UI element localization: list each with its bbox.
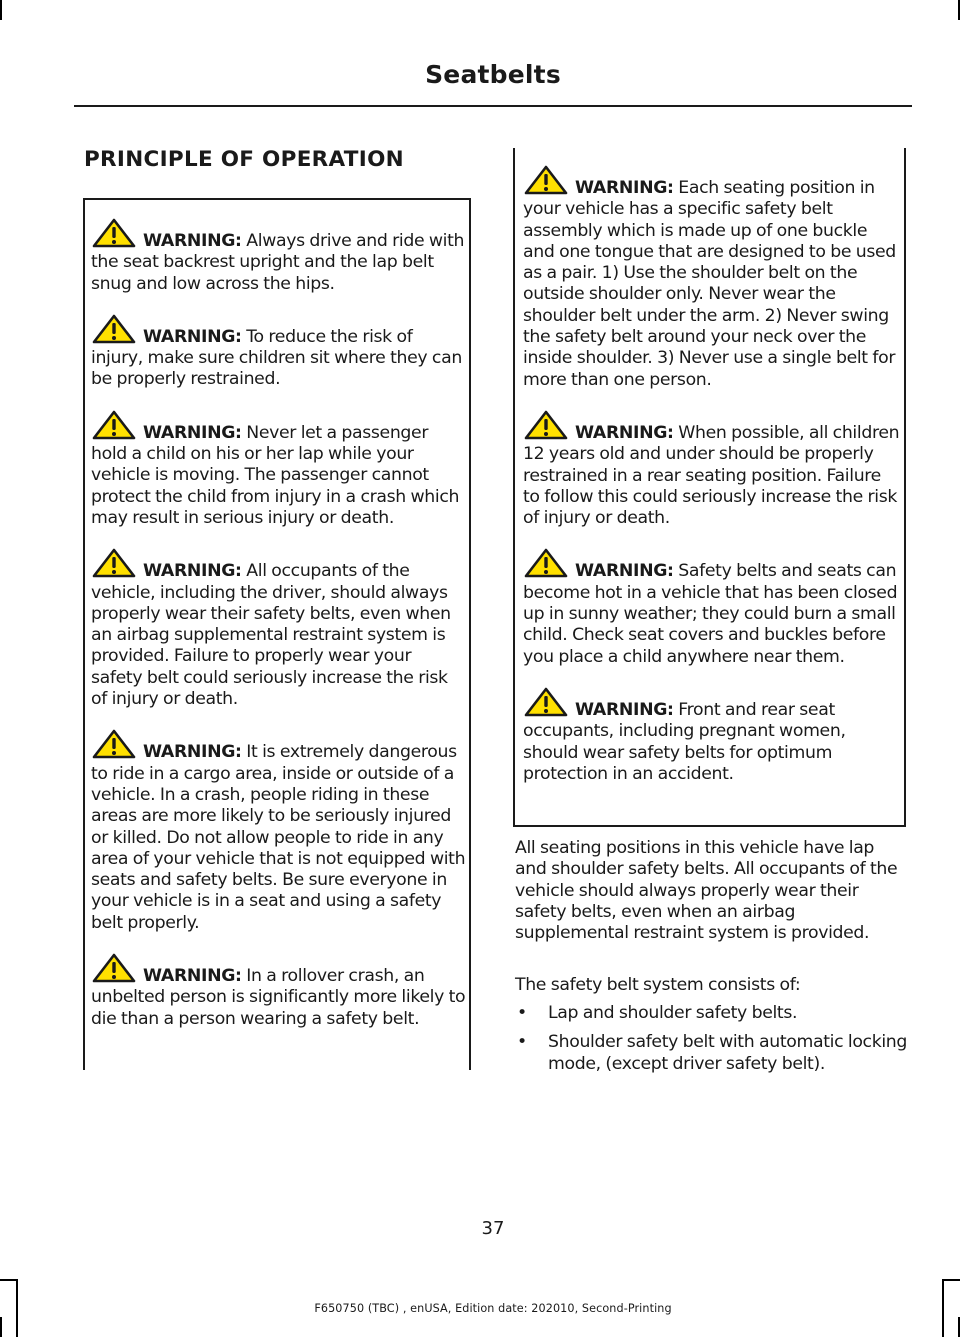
warning-item [523,687,901,785]
right-warning-list [515,148,904,785]
warning-item [91,410,466,529]
warning-triangle-icon [524,687,568,717]
warning-triangle-icon [92,729,136,759]
warning-label: WARNING: [575,561,674,582]
warning-label: WARNING: [143,966,242,987]
warning-triangle-icon [524,410,568,440]
warning-item [523,165,901,391]
warning-text: All occupants of the vehicle, including the driver, should always properly wear their safety belts, even when an airbag supplemental restraint system is provided. Failure to properly wear your safety belt could seriously increase the risk of injury or death. [91,561,451,710]
list-item-text: Shoulder safety belt with automatic locking mode, (except driver safety belt). [548,1032,908,1074]
warning-item [91,314,466,391]
belt-system-list [515,1003,910,1083]
warning-item [91,729,466,934]
crop-mark [942,1279,960,1281]
warning-text: When possible, all children 12 years old and under should be properly restrained in a rear seating position. Failure to follow this could seriously increase the risk of injury or death. [523,422,900,529]
list-item [515,1003,910,1024]
warning-label: WARNING: [575,699,674,720]
list-item-text: Lap and shoulder safety belts. [548,1003,798,1023]
warning-label: WARNING: [143,231,242,251]
warning-text: Never let a passenger hold a child on his or her lap while your vehicle is moving. The passenger cannot protect the child from injury in a crash which may result in serious injury or death. [91,422,460,528]
crop-mark [0,0,2,20]
warning-text: Each seating position in your vehicle has a specific safety belt assembly which is made up of one buckle and one tongue that are designed to be used as a pair. 1) Use the shoulder belt on the outside shoulder only. Never wear the shoulder belt under the arm. 2) Never swing the safety belt around your neck over the inside shoulder. 3) Never use a single belt for more than one person. [523,178,896,390]
warning-triangle-icon [92,218,136,248]
warning-item [91,218,466,295]
warning-item [91,953,466,1030]
section-heading: PRINCIPLE OF OPERATION [84,147,404,172]
warning-label: WARNING: [143,742,242,763]
bullet-icon: • [517,1003,527,1023]
warning-label: WARNING: [143,326,242,347]
bullet-icon: • [517,1032,527,1053]
warning-text: Always drive and ride with the seat backrest upright and the lap belt snug and low across the hips. [91,231,465,294]
warning-text: Safety belts and seats can become hot in a vehicle that has been closed up in sunny weather; they could burn a small child. Check seat covers and buckles before you place a child anywhere near them. [523,561,898,667]
warning-triangle-icon [524,548,568,578]
left-warning-box [83,198,471,1070]
page-title: Seatbelts [425,60,561,89]
system-paragraph: The safety belt system consists of: [515,975,801,995]
warning-text: In a rollover crash, an unbelted person is significantly more likely to die than a person wearing a safety belt. [91,966,466,1029]
warning-triangle-icon [92,314,136,344]
crop-mark [0,1317,2,1337]
warning-triangle-icon [524,165,568,195]
intro-paragraph: All seating positions in this vehicle have lap and shoulder safety belts. All occupants of the vehicle should always properly wear their safety belts, even when an airbag supplemental restraint system is provided. [515,838,898,944]
left-warning-list [85,200,469,1030]
warning-label: WARNING: [575,178,674,198]
right-warning-box [513,148,906,827]
warning-label: WARNING: [143,422,242,443]
warning-item [523,410,901,529]
warning-label: WARNING: [143,561,242,582]
warning-label: WARNING: [575,422,674,443]
warning-item [91,548,466,710]
title-divider [74,105,912,107]
list-item [515,1032,910,1075]
warning-text: It is extremely dangerous to ride in a cargo area, inside or outside of a vehicle. In a crash, people riding in these areas are more likely to be seriously injured or killed. Do not allow people to ride in any area of your vehicle that is not equipped with seats and safety belts. Be sure everyone in your vehicle is in a seat and using a safety belt properly. [91,742,466,933]
footer-edition: F650750 (TBC) , enUSA, Edition date: 202010, Second-Printing [314,1302,672,1315]
warning-triangle-icon [92,410,136,440]
warning-triangle-icon [92,548,136,578]
warning-text: Front and rear seat occupants, including pregnant women, should wear safety belts for optimum protection in an accident. [523,699,846,784]
warning-item [523,548,901,667]
page-number: 37 [481,1218,505,1239]
warning-triangle-icon [92,953,136,983]
warning-text: To reduce the risk of injury, make sure children sit where they can be properly restrained. [91,326,462,390]
